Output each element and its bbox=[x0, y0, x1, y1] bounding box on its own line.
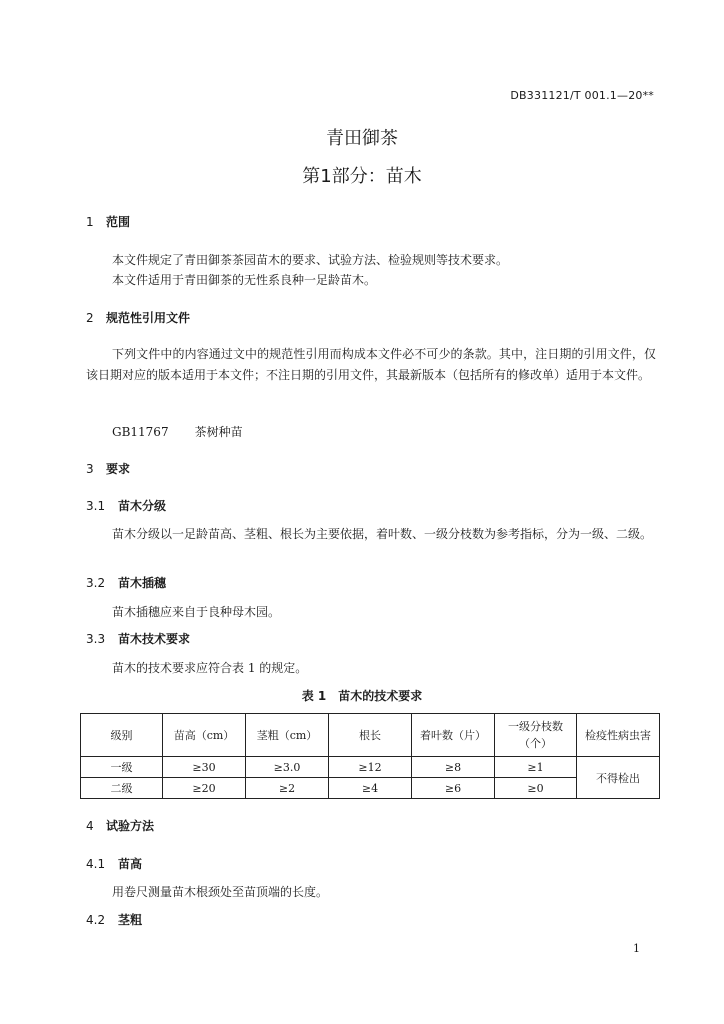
reference-code: GB11767 bbox=[112, 425, 169, 439]
section-1-heading bbox=[86, 213, 130, 230]
section-number: 2 bbox=[86, 311, 94, 325]
section-3-1-heading bbox=[86, 497, 166, 514]
section-number: 1 bbox=[86, 215, 94, 229]
section-number: 3.2 bbox=[86, 576, 106, 590]
table-header-row bbox=[81, 714, 660, 757]
column-header: 一级分枝数（个） bbox=[495, 714, 577, 757]
quarantine-cell: 不得检出 bbox=[577, 757, 660, 799]
table-cell: ≥6 bbox=[412, 778, 495, 799]
section-title: 茎粗 bbox=[118, 913, 143, 927]
table-cell: ≥4 bbox=[329, 778, 412, 799]
section-title: 苗木插穗 bbox=[118, 576, 167, 590]
table-cell: 二级 bbox=[81, 778, 163, 799]
section-number: 3.1 bbox=[86, 499, 106, 513]
document-number: DB331121/T 001.1—20** bbox=[510, 89, 654, 102]
table-cell: ≥0 bbox=[495, 778, 577, 799]
section-4-1-heading bbox=[86, 855, 142, 872]
section-number: 4 bbox=[86, 819, 94, 833]
section-4-2-heading bbox=[86, 911, 142, 928]
table-cell: ≥1 bbox=[495, 757, 577, 778]
column-header: 根长 bbox=[329, 714, 412, 757]
section-number: 3.3 bbox=[86, 632, 106, 646]
table-cell: ≥3.0 bbox=[246, 757, 329, 778]
section-3-2-heading bbox=[86, 574, 166, 591]
section-4-1-paragraph: 用卷尺测量苗木根颈处至苗顶端的长度。 bbox=[112, 885, 329, 899]
column-header: 着叶数（片） bbox=[412, 714, 495, 757]
table-cell: ≥8 bbox=[412, 757, 495, 778]
section-2-heading bbox=[86, 309, 190, 326]
section-title: 规范性引用文件 bbox=[106, 311, 191, 325]
table-cell: 一级 bbox=[81, 757, 163, 778]
section-title: 苗木分级 bbox=[118, 499, 167, 513]
column-header: 茎粗（cm） bbox=[246, 714, 329, 757]
section-number: 3 bbox=[86, 462, 94, 476]
section-1-paragraph-2: 本文件适用于青田御茶的无性系良种一足龄苗木。 bbox=[112, 273, 377, 287]
table-row bbox=[81, 757, 660, 778]
table-row bbox=[81, 778, 660, 799]
section-3-1-paragraph: 苗木分级以一足龄苗高、茎粗、根长为主要依据，着叶数、一级分枝数为参考指标，分为一级、二级。 bbox=[112, 527, 653, 541]
table-cell: ≥20 bbox=[163, 778, 246, 799]
column-header: 检疫性病虫害 bbox=[577, 714, 660, 757]
section-3-3-heading bbox=[86, 630, 190, 647]
technical-requirements-table bbox=[80, 713, 660, 799]
section-title: 苗木技术要求 bbox=[118, 632, 191, 646]
section-1-paragraph-1: 本文件规定了青田御茶茶园苗木的要求、试验方法、检验规则等技术要求。 bbox=[112, 253, 509, 267]
section-number: 4.2 bbox=[86, 913, 106, 927]
page-number: 1 bbox=[633, 942, 640, 955]
column-header: 级别 bbox=[81, 714, 163, 757]
table-cell: ≥30 bbox=[163, 757, 246, 778]
section-title: 试验方法 bbox=[106, 819, 155, 833]
section-3-3-paragraph: 苗木的技术要求应符合表 1 的规定。 bbox=[112, 661, 308, 675]
section-3-2-paragraph: 苗木插穗应来自于良种母木园。 bbox=[112, 605, 281, 619]
reference-entry bbox=[112, 423, 243, 440]
section-3-heading bbox=[86, 460, 130, 477]
document-subtitle: 第1部分：苗木 bbox=[302, 166, 422, 187]
section-2-paragraph-1: 下列文件中的内容通过文中的规范性引用而构成本文件必不可少的条款。其中，注日期的引用文件，仅该日期对应的版本适用于本文件；不注日期的引用文件，其最新版本（包括所有的修改单）适用于本文件。 bbox=[86, 347, 656, 382]
table-cell: ≥12 bbox=[329, 757, 412, 778]
document-title: 青田御茶 bbox=[326, 128, 398, 149]
section-title: 苗高 bbox=[118, 857, 143, 871]
reference-title: 茶树种苗 bbox=[194, 425, 243, 439]
section-number: 4.1 bbox=[86, 857, 106, 871]
section-title: 范围 bbox=[106, 215, 131, 229]
section-title: 要求 bbox=[106, 462, 131, 476]
table-caption: 表 1 苗木的技术要求 bbox=[301, 689, 423, 703]
table-cell: ≥2 bbox=[246, 778, 329, 799]
column-header: 苗高（cm） bbox=[163, 714, 246, 757]
section-4-heading bbox=[86, 817, 154, 834]
